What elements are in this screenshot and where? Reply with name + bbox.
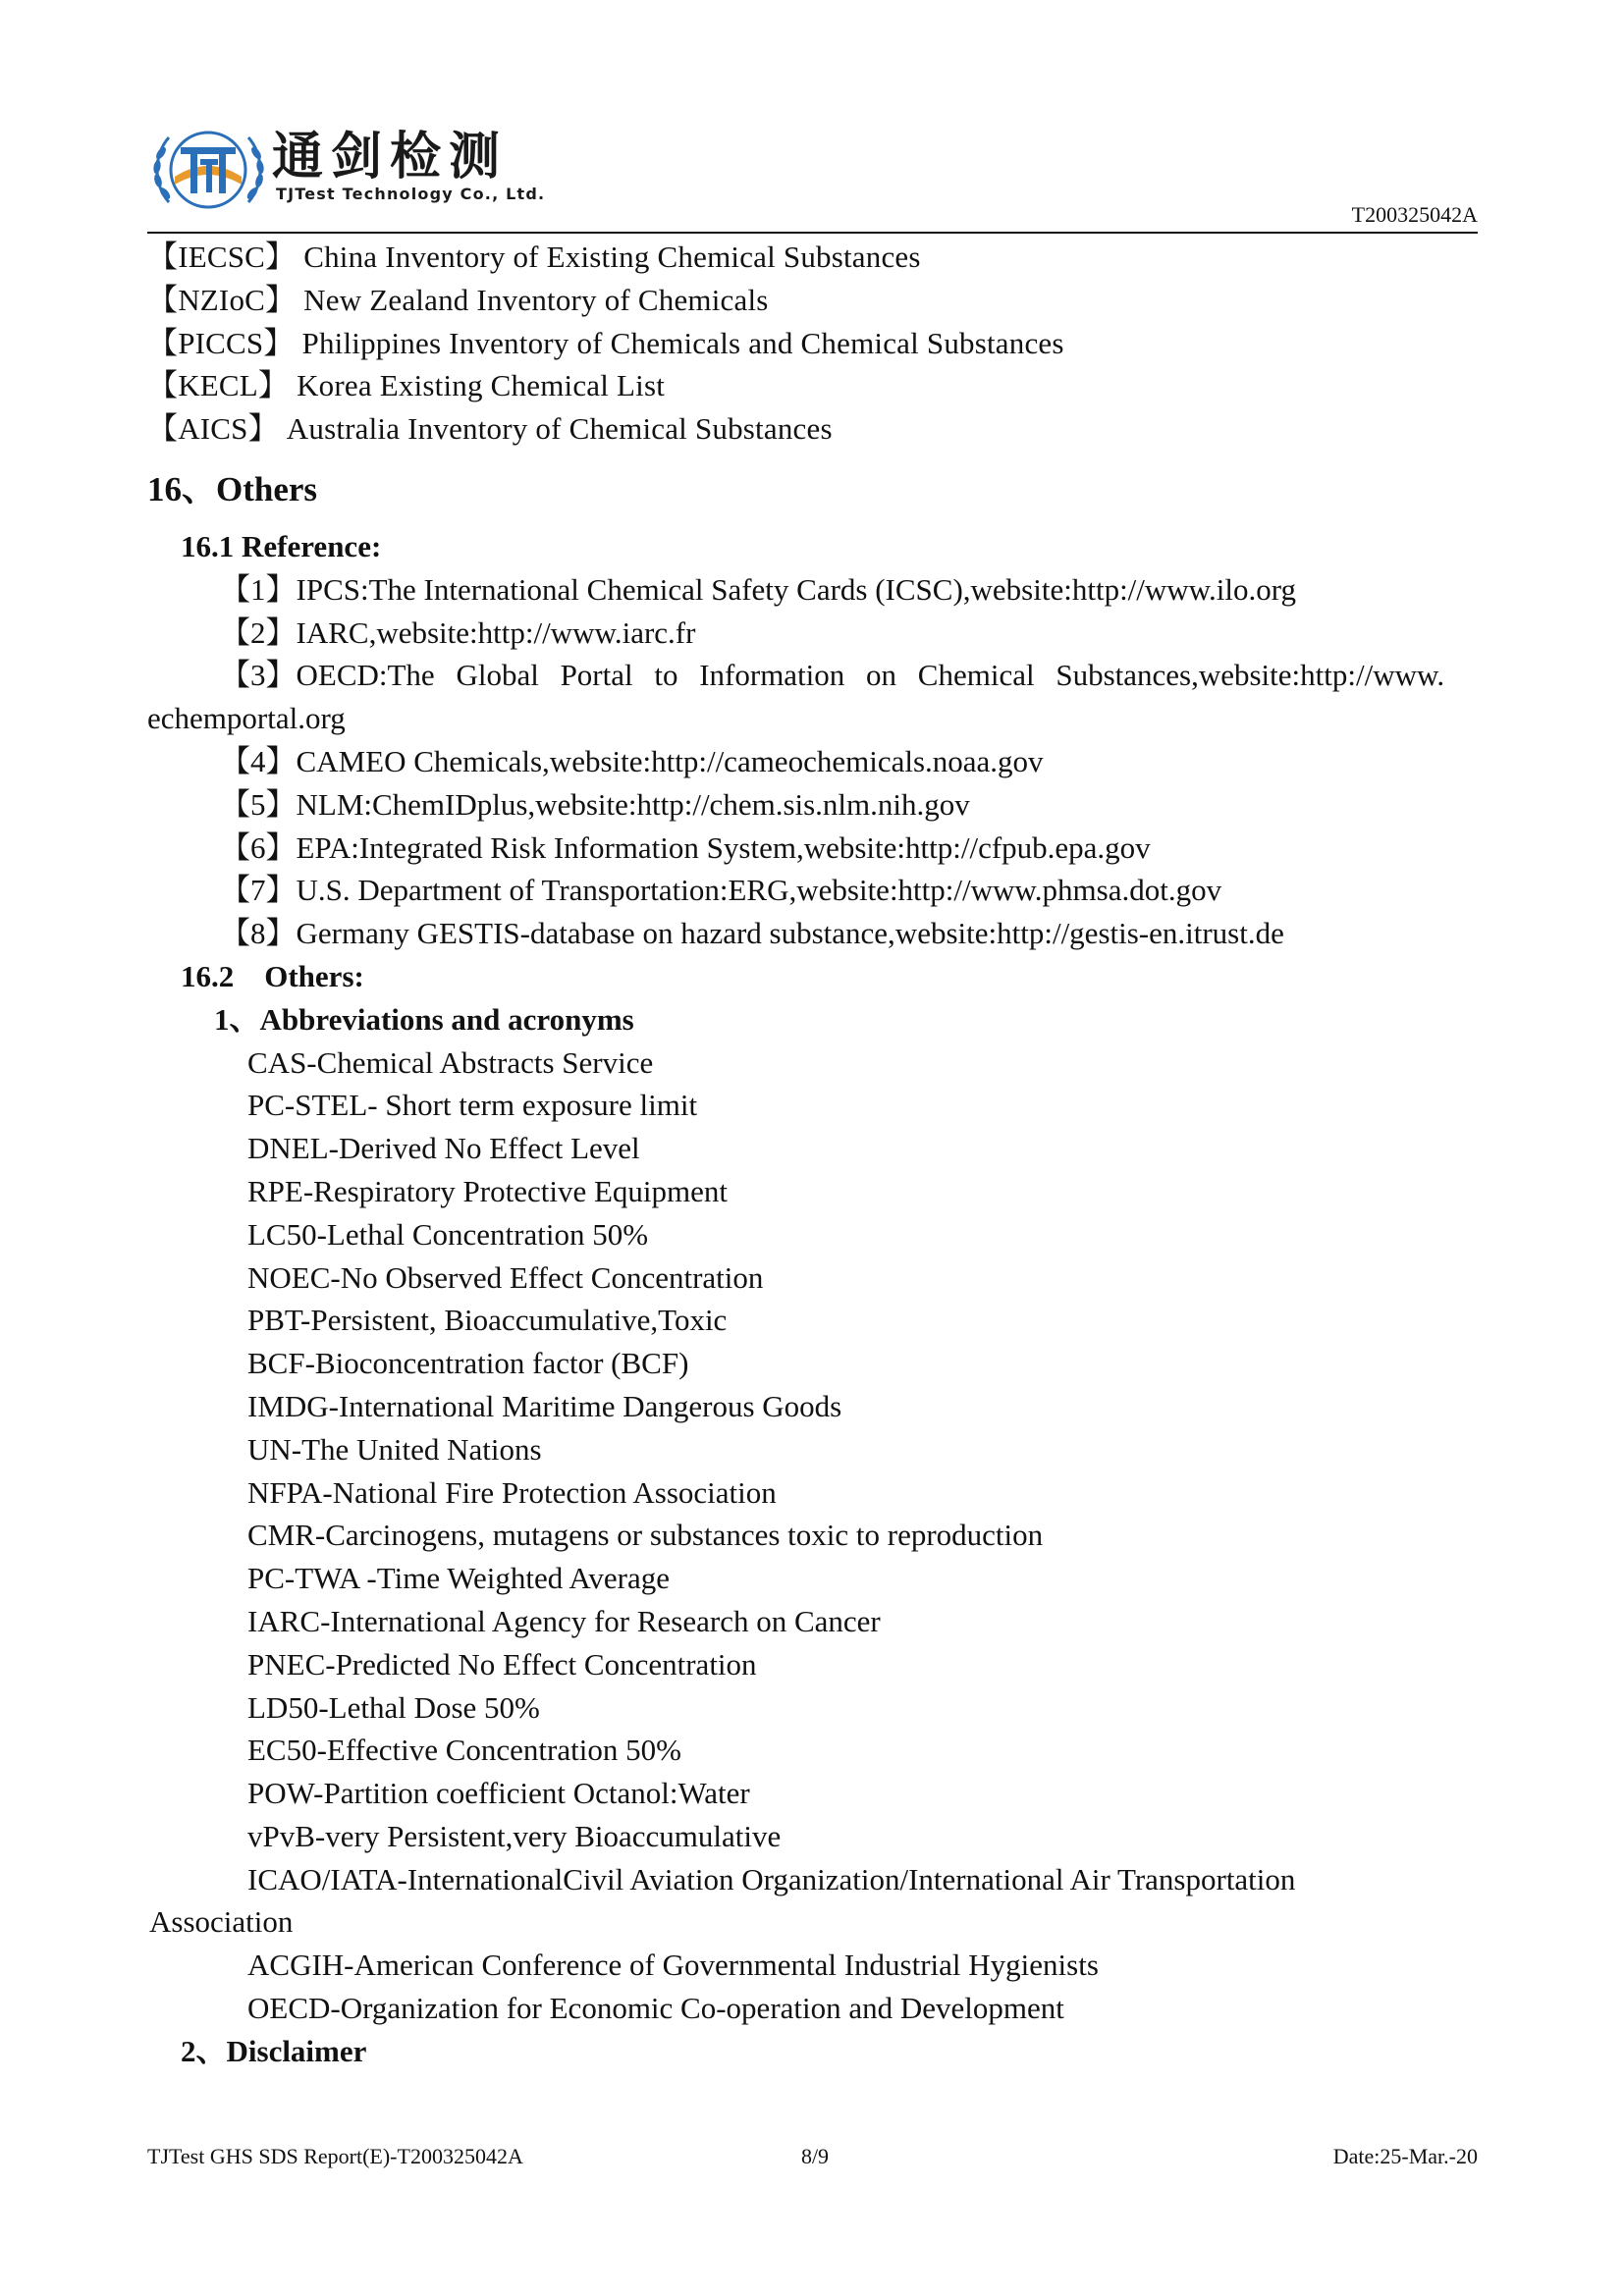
- footer-report-name: TJTest GHS SDS Report(E)-T200325042A: [147, 2144, 523, 2168]
- inventory-item: 【PICCS】 Philippines Inventory of Chemicals and Chemical Substances: [147, 325, 1064, 360]
- abbreviation-item: LC50-Lethal Concentration 50%: [247, 1216, 649, 1252]
- abbreviation-item: ACGIH-American Conference of Governmental Industrial Hygienists: [247, 1948, 1099, 1983]
- reference-item: 【4】CAMEO Chemicals,website:http://cameochemicals.noaa.gov: [220, 743, 1044, 778]
- abbreviation-item: CAS-Chemical Abstracts Service: [247, 1044, 654, 1080]
- reference-title: 16.1 Reference:: [181, 528, 382, 563]
- abbreviation-item: POW-Partition coefficient Octanol:Water: [247, 1776, 750, 1811]
- abbreviation-item: NOEC-No Observed Effect Concentration: [247, 1259, 764, 1295]
- company-logo: [147, 116, 560, 224]
- header-divider: [147, 232, 1478, 234]
- reference-item: 【6】EPA:Integrated Risk Information System,website:http://cfpub.epa.gov: [220, 829, 1151, 865]
- abbreviation-item: IMDG-International Maritime Dangerous Goods: [247, 1388, 842, 1423]
- reference-item: 【2】IARC,website:http://www.iarc.fr: [220, 614, 696, 650]
- inventory-item: 【AICS】 Australia Inventory of Chemical Substances: [147, 411, 833, 447]
- logo-english-name: TJTest Technology Co., Ltd.: [276, 185, 546, 203]
- inventory-item: 【IECSC】 China Inventory of Existing Chemical Substances: [147, 240, 921, 274]
- reference-item: 【8】Germany GESTIS-database on hazard substance,website:http://gestis-en.itrust.de: [220, 916, 1284, 951]
- tjtest-emblem-icon: [147, 116, 270, 224]
- reference-item: 【5】NLM:ChemIDplus,website:http://chem.sis.nlm.nih.gov: [220, 786, 970, 822]
- report-id: T200325042A: [1351, 202, 1478, 227]
- abbreviation-item: EC50-Effective Concentration 50%: [247, 1733, 681, 1768]
- reference-item: 【1】IPCS:The International Chemical Safety Cards (ICSC),website:http://www.ilo.org: [220, 571, 1297, 607]
- abbreviation-item: PBT-Persistent, Bioaccumulative,Toxic: [247, 1303, 728, 1338]
- abbreviation-item: BCF-Bioconcentration factor (BCF): [247, 1346, 689, 1381]
- abbreviation-list: [147, 1041, 1483, 2030]
- footer-date: Date:25-Mar.-20: [1332, 2144, 1478, 2168]
- page-content: [147, 236, 1483, 2073]
- others-title: 16.2 Others:: [181, 958, 364, 993]
- page-header: [147, 116, 1478, 234]
- inventory-list: [147, 236, 1483, 451]
- abbreviation-item: NFPA-National Fire Protection Association: [247, 1474, 777, 1510]
- abbreviation-item: PC-STEL- Short term exposure limit: [247, 1088, 698, 1123]
- abbreviation-item: ICAO/IATA-InternationalCivil Aviation Organization/International Air Transportation: [247, 1861, 1296, 1896]
- inventory-item: 【NZIoC】 New Zealand Inventory of Chemicals: [147, 282, 769, 317]
- abbreviation-item: UN-The United Nations: [247, 1431, 542, 1467]
- reference-item: 【3】OECD:The Global Portal to Information on Chemical Substances,website:http://www.: [220, 658, 1445, 693]
- abbreviation-item: IARC-International Agency for Research on Cancer: [247, 1603, 881, 1638]
- reference-list: [147, 568, 1483, 955]
- abbreviation-item: DNEL-Derived No Effect Level: [247, 1131, 640, 1166]
- footer-page-number: 8/9: [800, 2144, 830, 2168]
- abbreviation-item-continuation: Association: [149, 1904, 294, 1940]
- disclaimer-title: 2、Disclaimer: [181, 2033, 367, 2068]
- abbreviation-item: PC-TWA -Time Weighted Average: [247, 1561, 671, 1596]
- abbreviation-item: vPvB-very Persistent,very Bioaccumulative: [247, 1818, 782, 1853]
- abbreviation-item: CMR-Carcinogens, mutagens or substances toxic to reproduction: [247, 1518, 1044, 1553]
- abbreviations-title: 1、Abbreviations and acronyms: [214, 1001, 634, 1037]
- abbreviation-item: LD50-Lethal Dose 50%: [247, 1689, 540, 1725]
- reference-item-continuation: echemportal.org: [147, 701, 346, 736]
- logo-chinese-name: 通剑检测: [272, 128, 509, 187]
- abbreviation-item: OECD-Organization for Economic Co-operation and Development: [247, 1991, 1064, 2026]
- abbreviation-item: PNEC-Predicted No Effect Concentration: [247, 1646, 757, 1682]
- inventory-item: 【KECL】 Korea Existing Chemical List: [147, 368, 666, 403]
- reference-item: 【7】U.S. Department of Transportation:ERG,website:http://www.phmsa.dot.gov: [220, 873, 1222, 908]
- abbreviation-item: RPE-Respiratory Protective Equipment: [247, 1173, 729, 1208]
- section-16-title: 16、Others: [147, 469, 318, 508]
